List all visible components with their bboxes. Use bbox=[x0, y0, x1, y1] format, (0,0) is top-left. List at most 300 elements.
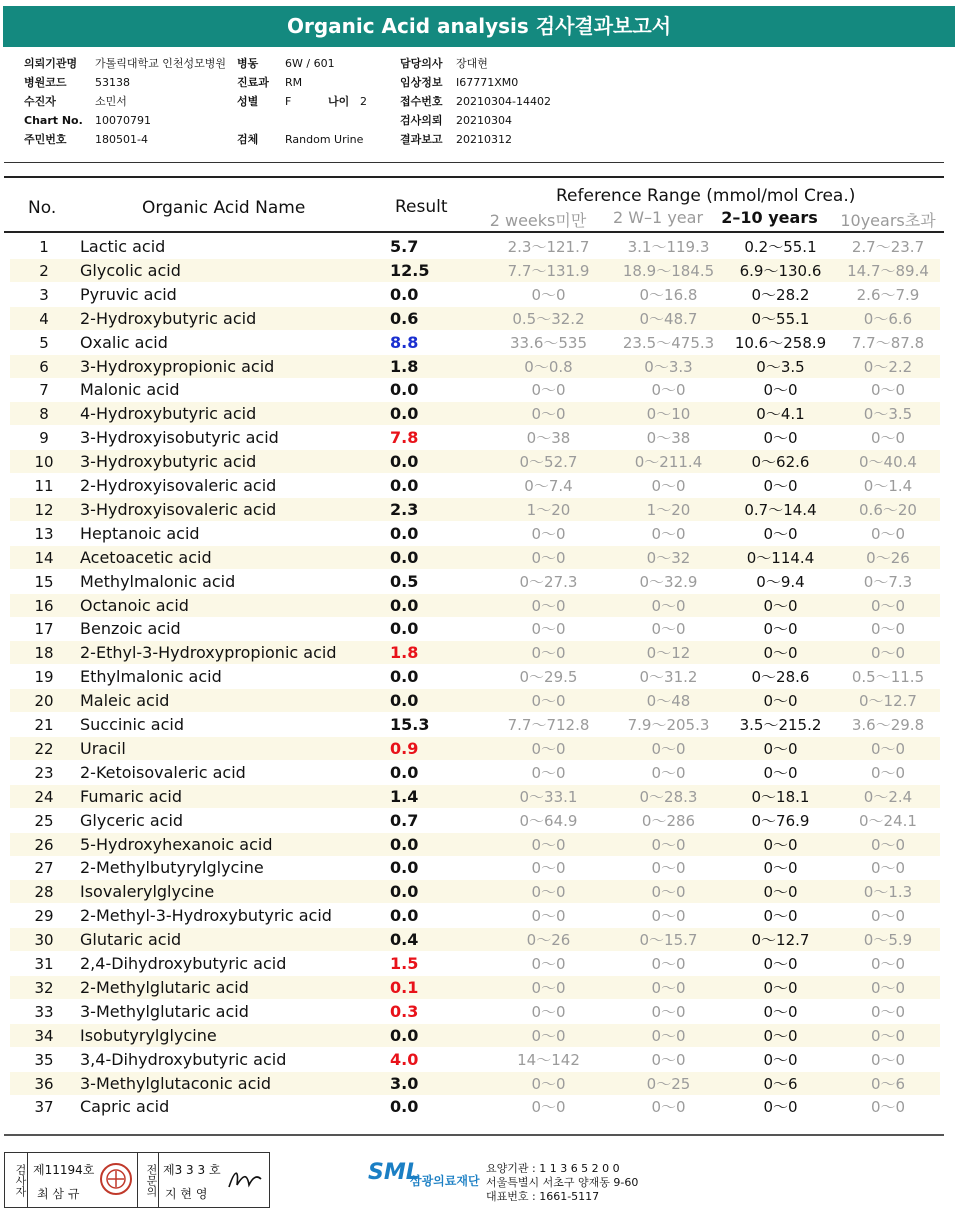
ref-2w-1y: 0～16.8 bbox=[639, 285, 698, 304]
row-number: 8 bbox=[39, 405, 49, 424]
info-left-3-label: Chart No. bbox=[24, 114, 83, 127]
ref-10y: 2.6～7.9 bbox=[856, 285, 920, 304]
ref-2w-1y: 0～0 bbox=[651, 620, 686, 639]
result-value: 0.0 bbox=[390, 452, 419, 472]
info-right-3-value: 20210304 bbox=[456, 114, 512, 127]
ref-2w-1y: 0～0 bbox=[651, 596, 686, 615]
info-left-0-value: 가톨릭대학교 인천성모병원 bbox=[95, 57, 227, 70]
ref-10y: 0～0 bbox=[870, 907, 906, 926]
ref-2weeks: 0～0.8 bbox=[524, 357, 573, 376]
row-number: 24 bbox=[34, 787, 54, 806]
info-left-0 bbox=[24, 57, 226, 70]
table-row bbox=[10, 1024, 940, 1047]
ref-2w-1y: 0～0 bbox=[651, 907, 686, 926]
ref-10y: 7.7～87.8 bbox=[851, 333, 925, 352]
ref-2weeks: 14～142 bbox=[517, 1050, 580, 1069]
ref-2w-1y: 0～48.7 bbox=[639, 309, 698, 328]
info-right-2-value: 20210304-14402 bbox=[456, 95, 551, 108]
row-number: 12 bbox=[34, 500, 54, 519]
table-row bbox=[10, 976, 940, 999]
acid-name: Glycolic acid bbox=[80, 260, 181, 280]
info-left-2-label: 수진자 bbox=[24, 95, 56, 108]
institution-code: 요양기관 : 1 1 3 6 5 2 0 0 bbox=[486, 1162, 620, 1175]
ref-2-10y: 0～6 bbox=[763, 1074, 798, 1093]
row-number: 22 bbox=[34, 739, 54, 758]
table-row bbox=[10, 880, 940, 903]
ref-10y: 0～7.3 bbox=[863, 572, 913, 591]
info-left-4 bbox=[24, 133, 148, 146]
info-right-3 bbox=[400, 114, 512, 127]
acid-name: 2-Methylglutaric acid bbox=[80, 977, 249, 997]
age-value: 2 bbox=[360, 95, 367, 108]
ref-10y: 0～5.9 bbox=[863, 931, 913, 950]
acid-name: Fumaric acid bbox=[80, 786, 182, 806]
ref-2w-1y: 0～0 bbox=[651, 1026, 686, 1045]
row-number: 29 bbox=[34, 907, 54, 926]
info-right-1-value: I67771XM0 bbox=[456, 76, 519, 89]
sml-logo: SML bbox=[368, 1160, 420, 1185]
ref-10y: 0～12.7 bbox=[859, 692, 917, 711]
col-result-header: Result bbox=[395, 197, 448, 217]
ref-2-10y: 0～0 bbox=[763, 596, 798, 615]
ref-col-10y: 10years초과 bbox=[840, 211, 936, 230]
info-mid-3-value: Random Urine bbox=[285, 133, 364, 146]
result-value: 2.3 bbox=[390, 499, 419, 519]
row-number: 5 bbox=[39, 333, 49, 352]
result-value: 0.7 bbox=[390, 810, 419, 830]
result-value: 7.8 bbox=[390, 428, 419, 448]
info-mid-3-label: 검체 bbox=[237, 133, 259, 146]
ref-10y: 0～0 bbox=[870, 835, 906, 854]
ref-2weeks: 0～64.9 bbox=[519, 811, 578, 830]
table-row bbox=[10, 713, 940, 736]
table-bottom-rule bbox=[4, 1134, 944, 1136]
age-label: 나이 bbox=[328, 95, 350, 108]
ref-2w-1y: 0～10 bbox=[646, 405, 691, 424]
ref-2weeks: 1～20 bbox=[526, 500, 571, 519]
ref-2w-1y: 18.9～184.5 bbox=[622, 261, 715, 280]
acid-name: 4-Hydroxybutyric acid bbox=[80, 404, 257, 424]
inspector-license: 제11194호 bbox=[33, 1163, 95, 1177]
row-number: 20 bbox=[34, 692, 54, 711]
table-row bbox=[10, 474, 940, 497]
info-right-3-label: 검사의뢰 bbox=[400, 114, 443, 127]
row-number: 37 bbox=[34, 1098, 54, 1117]
row-number: 18 bbox=[34, 644, 54, 663]
ref-2weeks: 0～52.7 bbox=[519, 453, 578, 472]
ref-2-10y: 0～18.1 bbox=[751, 787, 810, 806]
table-row bbox=[10, 761, 940, 784]
table-row bbox=[10, 498, 940, 521]
row-number: 30 bbox=[34, 931, 54, 950]
acid-name: Pyruvic acid bbox=[80, 284, 177, 304]
row-number: 11 bbox=[34, 477, 54, 495]
ref-10y: 0～0 bbox=[870, 1002, 906, 1021]
row-number: 31 bbox=[34, 955, 54, 973]
table-row bbox=[10, 809, 940, 832]
acid-name: 2,4-Dihydroxybutyric acid bbox=[80, 954, 287, 973]
ref-col-2-10y: 2–10 years bbox=[721, 208, 818, 227]
acid-name: 3-Hydroxyisobutyric acid bbox=[80, 428, 279, 448]
ref-2weeks: 0～0 bbox=[531, 644, 566, 663]
acid-name: Glyceric acid bbox=[80, 810, 184, 830]
acid-name: Malonic acid bbox=[80, 380, 180, 400]
info-right-4-value: 20210312 bbox=[456, 133, 512, 146]
seal-icon bbox=[99, 1162, 133, 1196]
ref-2w-1y: 0～0 bbox=[651, 835, 686, 854]
table-row bbox=[10, 450, 940, 473]
ref-2-10y: 6.9～130.6 bbox=[739, 261, 822, 280]
ref-2-10y: 0～28.6 bbox=[751, 668, 810, 687]
ref-2-10y: 0～0 bbox=[763, 883, 798, 902]
acid-name: 2-Methylbutyrylglycine bbox=[80, 858, 264, 878]
result-value: 1.5 bbox=[390, 954, 419, 973]
result-value: 0.0 bbox=[390, 858, 419, 878]
ref-2w-1y: 0～48 bbox=[646, 692, 691, 711]
result-value: 0.9 bbox=[390, 738, 419, 758]
ref-2w-1y: 0～0 bbox=[651, 1002, 686, 1021]
table-row bbox=[10, 856, 940, 879]
ref-10y: 0～2.4 bbox=[863, 787, 913, 806]
ref-2-10y: 0～0 bbox=[763, 907, 798, 926]
ref-10y: 0～0 bbox=[870, 644, 906, 663]
row-number: 28 bbox=[34, 883, 54, 902]
acid-name: 2-Hydroxyisovaleric acid bbox=[80, 476, 277, 495]
ref-2-10y: 0～0 bbox=[763, 477, 798, 495]
acid-name: Heptanoic acid bbox=[80, 523, 200, 543]
row-number: 15 bbox=[34, 572, 54, 591]
table-row bbox=[10, 331, 940, 354]
table-row bbox=[10, 928, 940, 951]
acid-name: Succinic acid bbox=[80, 715, 185, 734]
info-right-0-value: 장대현 bbox=[456, 57, 488, 70]
acid-name: Acetoacetic acid bbox=[80, 547, 212, 567]
ref-2weeks: 0～0 bbox=[531, 524, 566, 543]
row-number: 27 bbox=[34, 859, 54, 878]
row-number: 23 bbox=[34, 763, 54, 782]
info-left-2 bbox=[24, 95, 127, 108]
ref-10y: 0～0 bbox=[870, 763, 906, 782]
result-value: 15.3 bbox=[390, 715, 430, 734]
ref-2-10y: 0～55.1 bbox=[751, 309, 810, 328]
ref-2-10y: 0.2～55.1 bbox=[744, 238, 817, 256]
header-divider-top bbox=[4, 162, 944, 163]
ref-2weeks: 0～0 bbox=[531, 955, 566, 973]
ref-10y: 3.6～29.8 bbox=[851, 716, 925, 734]
ref-10y: 0～0 bbox=[870, 524, 906, 543]
ref-2w-1y: 0～0 bbox=[651, 1050, 686, 1069]
ref-2w-1y: 0～0 bbox=[651, 955, 686, 973]
ref-2weeks: 0～0 bbox=[531, 763, 566, 782]
row-number: 13 bbox=[34, 524, 54, 543]
table-row bbox=[10, 785, 940, 808]
acid-name: 2-Methyl-3-Hydroxybutyric acid bbox=[80, 906, 332, 926]
ref-2w-1y: 23.5～475.3 bbox=[622, 333, 715, 352]
result-value: 0.1 bbox=[390, 977, 419, 997]
info-mid-0 bbox=[237, 57, 335, 70]
row-number: 32 bbox=[34, 978, 54, 997]
ref-2-10y: 0～0 bbox=[763, 524, 798, 543]
table-row bbox=[10, 1095, 940, 1118]
table-row bbox=[10, 307, 940, 330]
inspector-name: 최 삼 규 bbox=[37, 1187, 80, 1201]
ref-2weeks: 0～0 bbox=[531, 1098, 566, 1117]
result-value: 0.0 bbox=[390, 547, 419, 567]
ref-2w-1y: 0～12 bbox=[646, 644, 691, 663]
ref-col-2w-1y: 2 W–1 year bbox=[612, 208, 704, 227]
info-mid-1 bbox=[237, 76, 302, 89]
acid-name: Octanoic acid bbox=[80, 595, 189, 615]
ref-2w-1y: 0～31.2 bbox=[639, 668, 698, 687]
table-row bbox=[10, 355, 940, 378]
acid-name: 3-Hydroxybutyric acid bbox=[80, 452, 257, 472]
row-number: 6 bbox=[39, 357, 49, 376]
ref-2-10y: 0～0 bbox=[763, 978, 798, 997]
info-mid-0-label: 병동 bbox=[237, 57, 259, 70]
result-value: 0.0 bbox=[390, 834, 419, 854]
info-right-1-label: 임상정보 bbox=[400, 76, 443, 89]
table-row bbox=[10, 952, 940, 975]
row-number: 2 bbox=[39, 261, 49, 280]
info-left-3-value: 10070791 bbox=[95, 114, 151, 127]
org-name: 삼광의료재단 bbox=[410, 1174, 480, 1188]
ref-2weeks: 0～29.5 bbox=[519, 668, 578, 687]
info-right-0 bbox=[400, 57, 488, 70]
ref-2weeks: 0～26 bbox=[526, 931, 571, 950]
result-value: 4.0 bbox=[390, 1049, 419, 1069]
ref-2w-1y: 0～15.7 bbox=[639, 931, 698, 950]
result-value: 0.4 bbox=[390, 930, 419, 950]
row-number: 17 bbox=[34, 620, 54, 639]
ref-2-10y: 0～9.4 bbox=[756, 572, 805, 591]
info-left-1 bbox=[24, 76, 130, 89]
ref-10y: 0～1.3 bbox=[863, 883, 913, 902]
result-value: 5.7 bbox=[390, 237, 419, 256]
ref-2-10y: 0～3.5 bbox=[756, 357, 805, 376]
col-no-header: No. bbox=[28, 198, 57, 218]
ref-2-10y: 0～4.1 bbox=[756, 405, 805, 424]
ref-2w-1y: 3.1～119.3 bbox=[627, 238, 710, 256]
ref-2weeks: 2.3～121.7 bbox=[507, 238, 590, 256]
ref-2weeks: 7.7～131.9 bbox=[507, 261, 590, 280]
ref-10y: 0～0 bbox=[870, 381, 906, 400]
table-row bbox=[10, 617, 940, 640]
table-row bbox=[10, 1048, 940, 1071]
inspector-tag: 검사자 bbox=[5, 1153, 28, 1207]
result-value: 0.0 bbox=[390, 762, 419, 782]
row-number: 3 bbox=[39, 285, 49, 304]
ref-2-10y: 0～0 bbox=[763, 1002, 798, 1021]
ref-10y: 0～1.4 bbox=[863, 477, 913, 495]
table-row bbox=[10, 259, 940, 282]
result-value: 0.0 bbox=[390, 404, 419, 424]
table-row bbox=[10, 1000, 940, 1023]
ref-10y: 0～0 bbox=[870, 739, 906, 758]
info-right-2 bbox=[400, 95, 551, 108]
specialist-tag: 전문의 bbox=[137, 1153, 159, 1207]
ref-2w-1y: 0～0 bbox=[651, 859, 686, 878]
info-left-2-value: 소민서 bbox=[95, 95, 127, 108]
ref-2-10y: 0～28.2 bbox=[751, 285, 810, 304]
ref-col-2weeks: 2 weeks미만 bbox=[489, 211, 587, 230]
info-left-4-value: 180501-4 bbox=[95, 133, 148, 146]
ref-10y: 0～0 bbox=[870, 1050, 906, 1069]
col-name-header: Organic Acid Name bbox=[142, 198, 306, 218]
ref-2weeks: 0～27.3 bbox=[519, 572, 578, 591]
ref-2weeks: 33.6～535 bbox=[509, 333, 588, 352]
ref-2-10y: 0～0 bbox=[763, 620, 798, 639]
table-header-rule bbox=[4, 231, 944, 233]
row-number: 35 bbox=[34, 1050, 54, 1069]
row-number: 26 bbox=[34, 835, 54, 854]
result-value: 0.0 bbox=[390, 882, 419, 902]
ref-2-10y: 0.7～14.4 bbox=[744, 500, 817, 519]
table-top-rule bbox=[4, 176, 944, 178]
phone: 대표번호 : 1661-5117 bbox=[486, 1190, 600, 1203]
ref-2weeks: 0～0 bbox=[531, 548, 566, 567]
ref-10y: 0～0 bbox=[870, 1026, 906, 1045]
acid-name: 3-Methylglutaconic acid bbox=[80, 1073, 272, 1093]
acid-name: Isobutyrylglycine bbox=[80, 1025, 217, 1045]
info-right-4 bbox=[400, 133, 512, 146]
ref-2w-1y: 0～3.3 bbox=[644, 357, 693, 376]
ref-2w-1y: 0～0 bbox=[651, 883, 686, 902]
info-age bbox=[328, 95, 367, 108]
table-row bbox=[10, 833, 940, 856]
result-value: 0.0 bbox=[390, 476, 419, 495]
ref-2weeks: 0～0 bbox=[531, 405, 566, 424]
result-value: 0.0 bbox=[390, 284, 419, 304]
ref-2weeks: 0～0 bbox=[531, 978, 566, 997]
table-row bbox=[10, 570, 940, 593]
result-value: 0.0 bbox=[390, 595, 419, 615]
specialist-name: 지 현 영 bbox=[165, 1187, 208, 1201]
ref-10y: 0～3.5 bbox=[863, 405, 913, 424]
ref-2w-1y: 0～286 bbox=[641, 811, 696, 830]
info-left-0-label: 의뢰기관명 bbox=[24, 57, 78, 70]
ref-2w-1y: 0～32.9 bbox=[639, 572, 698, 591]
result-value: 8.8 bbox=[390, 332, 419, 352]
info-mid-2-value: F bbox=[285, 95, 292, 108]
ref-2w-1y: 0～0 bbox=[651, 524, 686, 543]
table-row bbox=[10, 689, 940, 712]
result-value: 0.3 bbox=[390, 1001, 419, 1021]
ref-2weeks: 0～0 bbox=[531, 883, 566, 902]
info-mid-2-label: 성별 bbox=[237, 95, 259, 108]
ref-2weeks: 0～33.1 bbox=[519, 787, 578, 806]
row-number: 21 bbox=[34, 716, 54, 734]
ref-2-10y: 0～62.6 bbox=[751, 453, 810, 472]
row-number: 4 bbox=[39, 309, 49, 328]
acid-name: Benzoic acid bbox=[80, 619, 181, 639]
info-right-1 bbox=[400, 76, 518, 89]
table-row bbox=[10, 522, 940, 545]
ref-2weeks: 0～0 bbox=[531, 859, 566, 878]
result-value: 0.0 bbox=[390, 667, 419, 687]
ref-10y: 0～0 bbox=[870, 596, 906, 615]
acid-name: Maleic acid bbox=[80, 691, 170, 711]
result-value: 0.0 bbox=[390, 1097, 419, 1117]
acid-name: 3-Hydroxypropionic acid bbox=[80, 356, 275, 376]
ref-10y: 0～0 bbox=[870, 1098, 906, 1117]
acid-name: 2-Hydroxybutyric acid bbox=[80, 308, 257, 328]
ref-2-10y: 0～0 bbox=[763, 692, 798, 711]
ref-2w-1y: 0～211.4 bbox=[634, 453, 703, 472]
report-title: Organic Acid analysis 검사결과보고서 bbox=[3, 6, 955, 47]
info-mid-1-value: RM bbox=[285, 76, 303, 89]
acid-name: 2-Ethyl-3-Hydroxypropionic acid bbox=[80, 643, 337, 663]
info-left-1-value: 53138 bbox=[95, 76, 130, 89]
row-number: 25 bbox=[34, 811, 54, 830]
ref-10y: 0～0 bbox=[870, 978, 906, 997]
result-value: 1.8 bbox=[390, 356, 419, 376]
ref-2weeks: 0～0 bbox=[531, 285, 566, 304]
ref-2weeks: 0～0 bbox=[531, 596, 566, 615]
ref-10y: 0～26 bbox=[866, 548, 910, 567]
table-row bbox=[10, 594, 940, 617]
row-number: 16 bbox=[34, 596, 54, 615]
ref-10y: 0～24.1 bbox=[859, 811, 917, 830]
result-value: 0.0 bbox=[390, 691, 419, 711]
ref-2-10y: 0～0 bbox=[763, 644, 798, 663]
ref-10y: 0～40.4 bbox=[859, 453, 917, 472]
info-right-4-label: 결과보고 bbox=[400, 133, 443, 146]
acid-name: Uracil bbox=[80, 738, 126, 758]
result-value: 0.6 bbox=[390, 308, 419, 328]
ref-2weeks: 0～0 bbox=[531, 1002, 566, 1021]
ref-10y: 0～6 bbox=[870, 1074, 906, 1093]
result-value: 0.5 bbox=[390, 571, 419, 591]
ref-2-10y: 0～0 bbox=[763, 1026, 798, 1045]
table-row bbox=[10, 641, 940, 664]
info-left-4-label: 주민번호 bbox=[24, 133, 67, 146]
result-value: 0.0 bbox=[390, 523, 419, 543]
info-left-1-label: 병원코드 bbox=[24, 76, 67, 89]
acid-name: 5-Hydroxyhexanoic acid bbox=[80, 834, 273, 854]
ref-2-10y: 0～0 bbox=[763, 763, 798, 782]
row-number: 7 bbox=[39, 381, 49, 400]
ref-2w-1y: 0～32 bbox=[646, 548, 691, 567]
signature-box bbox=[4, 1152, 270, 1208]
acid-name: 3,4-Dihydroxybutyric acid bbox=[80, 1049, 287, 1069]
acid-name: Methylmalonic acid bbox=[80, 571, 236, 591]
table-row bbox=[10, 737, 940, 760]
acid-name: Oxalic acid bbox=[80, 332, 168, 352]
result-value: 0.0 bbox=[390, 619, 419, 639]
ref-2-10y: 0～0 bbox=[763, 835, 798, 854]
ref-10y: 14.7～89.4 bbox=[847, 261, 929, 280]
table-row bbox=[10, 235, 940, 258]
ref-2weeks: 0～7.4 bbox=[524, 477, 573, 495]
ref-2w-1y: 1～20 bbox=[646, 500, 691, 519]
ref-2-10y: 10.6～258.9 bbox=[734, 333, 827, 352]
report-footer bbox=[0, 1150, 958, 1215]
row-number: 34 bbox=[34, 1026, 54, 1045]
table-row bbox=[10, 402, 940, 425]
row-number: 19 bbox=[34, 668, 54, 687]
ref-10y: 0～6.6 bbox=[863, 309, 913, 328]
ref-2-10y: 0～0 bbox=[763, 955, 798, 973]
info-right-0-label: 담당의사 bbox=[400, 57, 443, 70]
ref-2weeks: 0～0 bbox=[531, 907, 566, 926]
ref-10y: 0～0 bbox=[870, 859, 906, 878]
result-value: 1.8 bbox=[390, 643, 419, 663]
ref-2w-1y: 0～25 bbox=[646, 1074, 691, 1093]
ref-2weeks: 0.5～32.2 bbox=[512, 309, 585, 328]
ref-2weeks: 0～38 bbox=[526, 429, 571, 448]
ref-2weeks: 0～0 bbox=[531, 835, 566, 854]
acid-name: Glutaric acid bbox=[80, 930, 182, 950]
